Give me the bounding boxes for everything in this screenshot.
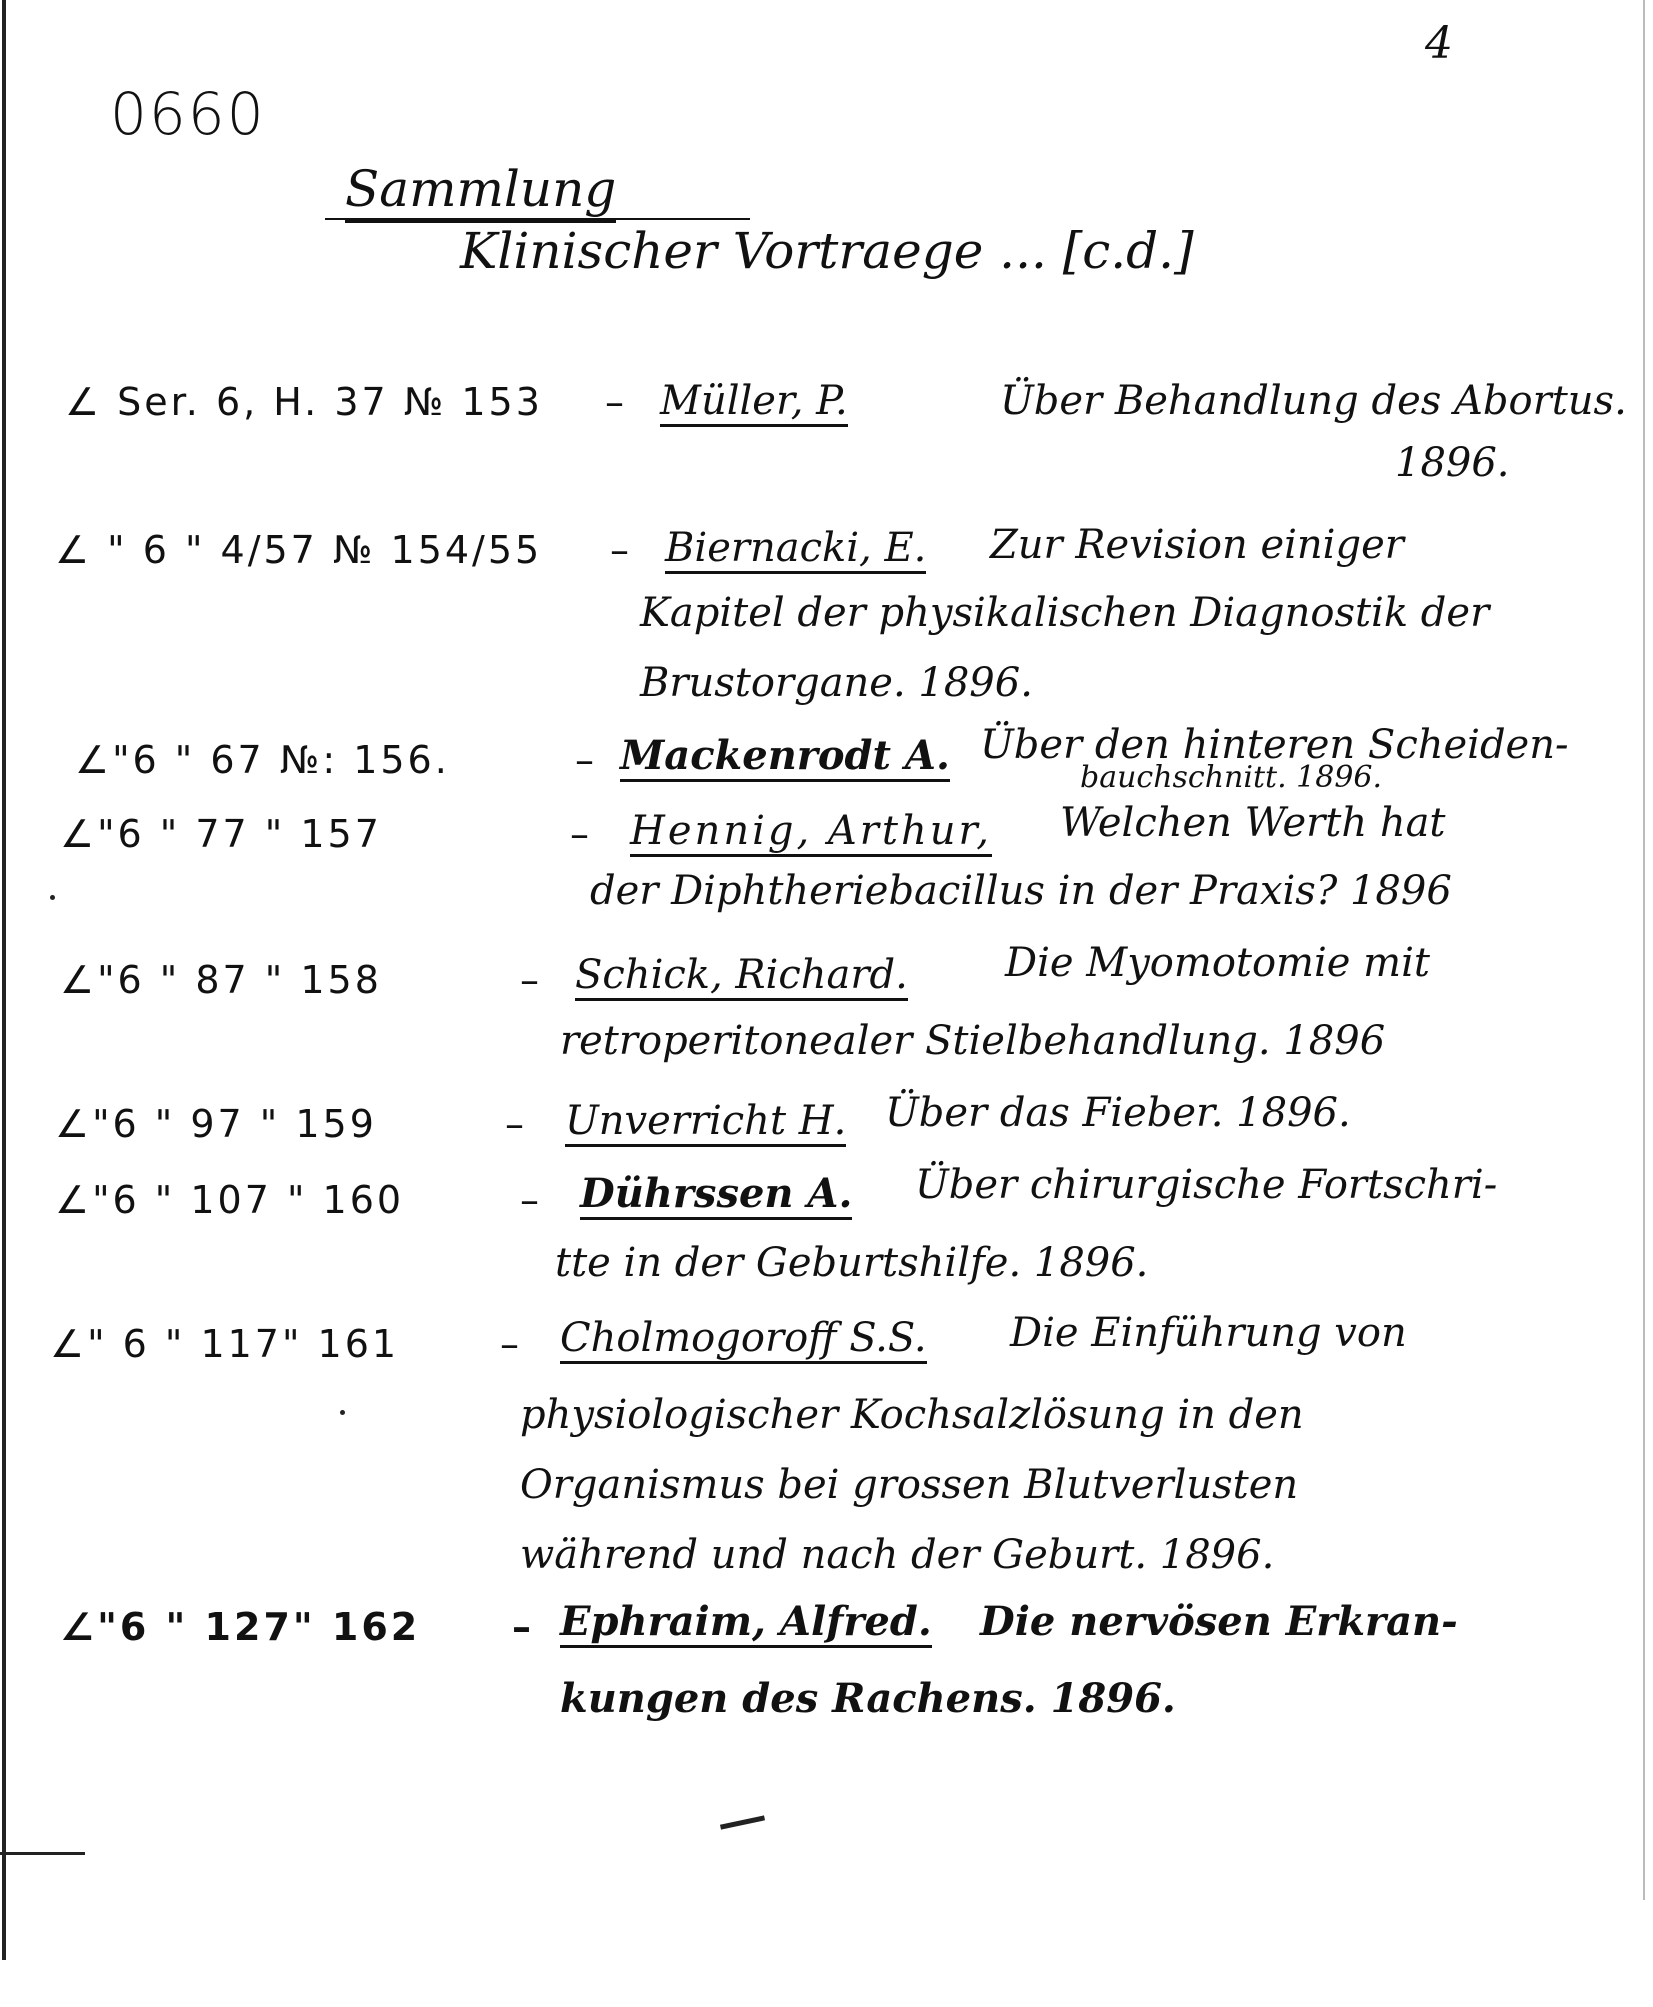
entry-dash: – [500,1322,519,1366]
stray-dot [340,1410,345,1415]
entry-text-line: Organismus bei grossen Blutverlusten [520,1462,1299,1508]
entry-ref: ∠"6 " 127" 162 [60,1605,421,1649]
entry-text-line: Brustorgane. 1896. [640,660,1033,706]
entry-ref: ∠" 6 " 117" 161 [50,1322,400,1366]
card-right-edge [1643,0,1645,1900]
entry-text-line: der Diphtheriebacillus in der Praxis? 1896 [590,868,1452,914]
entry-text-line: Über Behandlung des Abortus. [1000,378,1627,424]
entry-text-line: retroperitonealer Stielbehandlung. 1896 [560,1018,1386,1064]
entry-text-line: Zur Revision einiger [990,522,1404,568]
entry-author: Dührssen A. [580,1170,852,1220]
entry-text-line: Welchen Werth hat [1060,800,1446,846]
entry-ref: ∠"6 " 97 " 159 [55,1102,377,1146]
title-line-2: Klinischer Vortraege ... [c.d.] [460,222,1194,280]
entry-ref: ∠ Ser. 6, H. 37 № 153 [65,380,543,424]
entry-text-line: tte in der Geburtshilfe. 1896. [555,1240,1149,1286]
entry-text-line: kungen des Rachens. 1896. [560,1675,1176,1722]
entry-ref: ∠"6 " 87 " 158 [60,958,382,1002]
card-left-edge [2,0,6,1960]
entry-dash: – [520,1178,539,1222]
entry-dash: – [610,528,629,572]
entry-text-line: Die nervösen Erkran- [980,1598,1458,1645]
entry-author: Schick, Richard. [575,952,908,1001]
entry-author: Müller, P. [660,378,848,427]
title-underline [325,218,750,220]
stray-mark [0,1852,85,1855]
entry-dash: – [575,738,594,782]
entry-text-line: Über chirurgische Fortschri- [915,1162,1498,1208]
entry-text-line: Die Einführung von [1010,1310,1407,1356]
entry-text-line: Die Myomotomie mit [1005,940,1430,986]
entry-author: Ephraim, Alfred. [560,1598,932,1648]
entry-author: Biernacki, E. [665,525,926,574]
entry-ref: ∠ " 6 " 4/57 № 154/55 [55,528,543,572]
stray-mark [720,1815,765,1829]
entry-author: Cholmogoroff S.S. [560,1315,927,1364]
entry-dash: – [512,1605,531,1649]
stray-dot [50,895,55,900]
title-line-1: Sammlung [345,160,616,223]
card-id: 0660 [110,80,266,148]
entry-text-line: Über den hinteren Scheiden- [980,722,1569,768]
entry-text-line: während und nach der Geburt. 1896. [520,1532,1275,1578]
entry-dash: – [520,958,539,1002]
entry-author: Hennig, Arthur, [630,808,992,857]
entry-text-line: physiologischer Kochsalzlösung in den [520,1392,1304,1438]
entry-text-line: 1896. [1395,440,1510,486]
entry-author: Mackenrodt A. [620,732,950,782]
entry-dash: – [605,380,624,424]
entry-ref: ∠"6 " 67 №: 156. [75,738,450,782]
entry-ref: ∠"6 " 77 " 157 [60,812,382,856]
page-number: 4 [1425,18,1453,69]
entry-text-line: Über das Fieber. 1896. [885,1090,1351,1136]
entry-dash: – [505,1102,524,1146]
entry-author: Unverricht H. [565,1098,846,1147]
entry-text-line: Kapitel der physikalischen Diagnostik der [640,590,1490,636]
entry-ref: ∠"6 " 107 " 160 [55,1178,405,1222]
entry-dash: – [570,812,589,856]
entry-text-line: bauchschnitt. 1896. [1080,760,1383,795]
